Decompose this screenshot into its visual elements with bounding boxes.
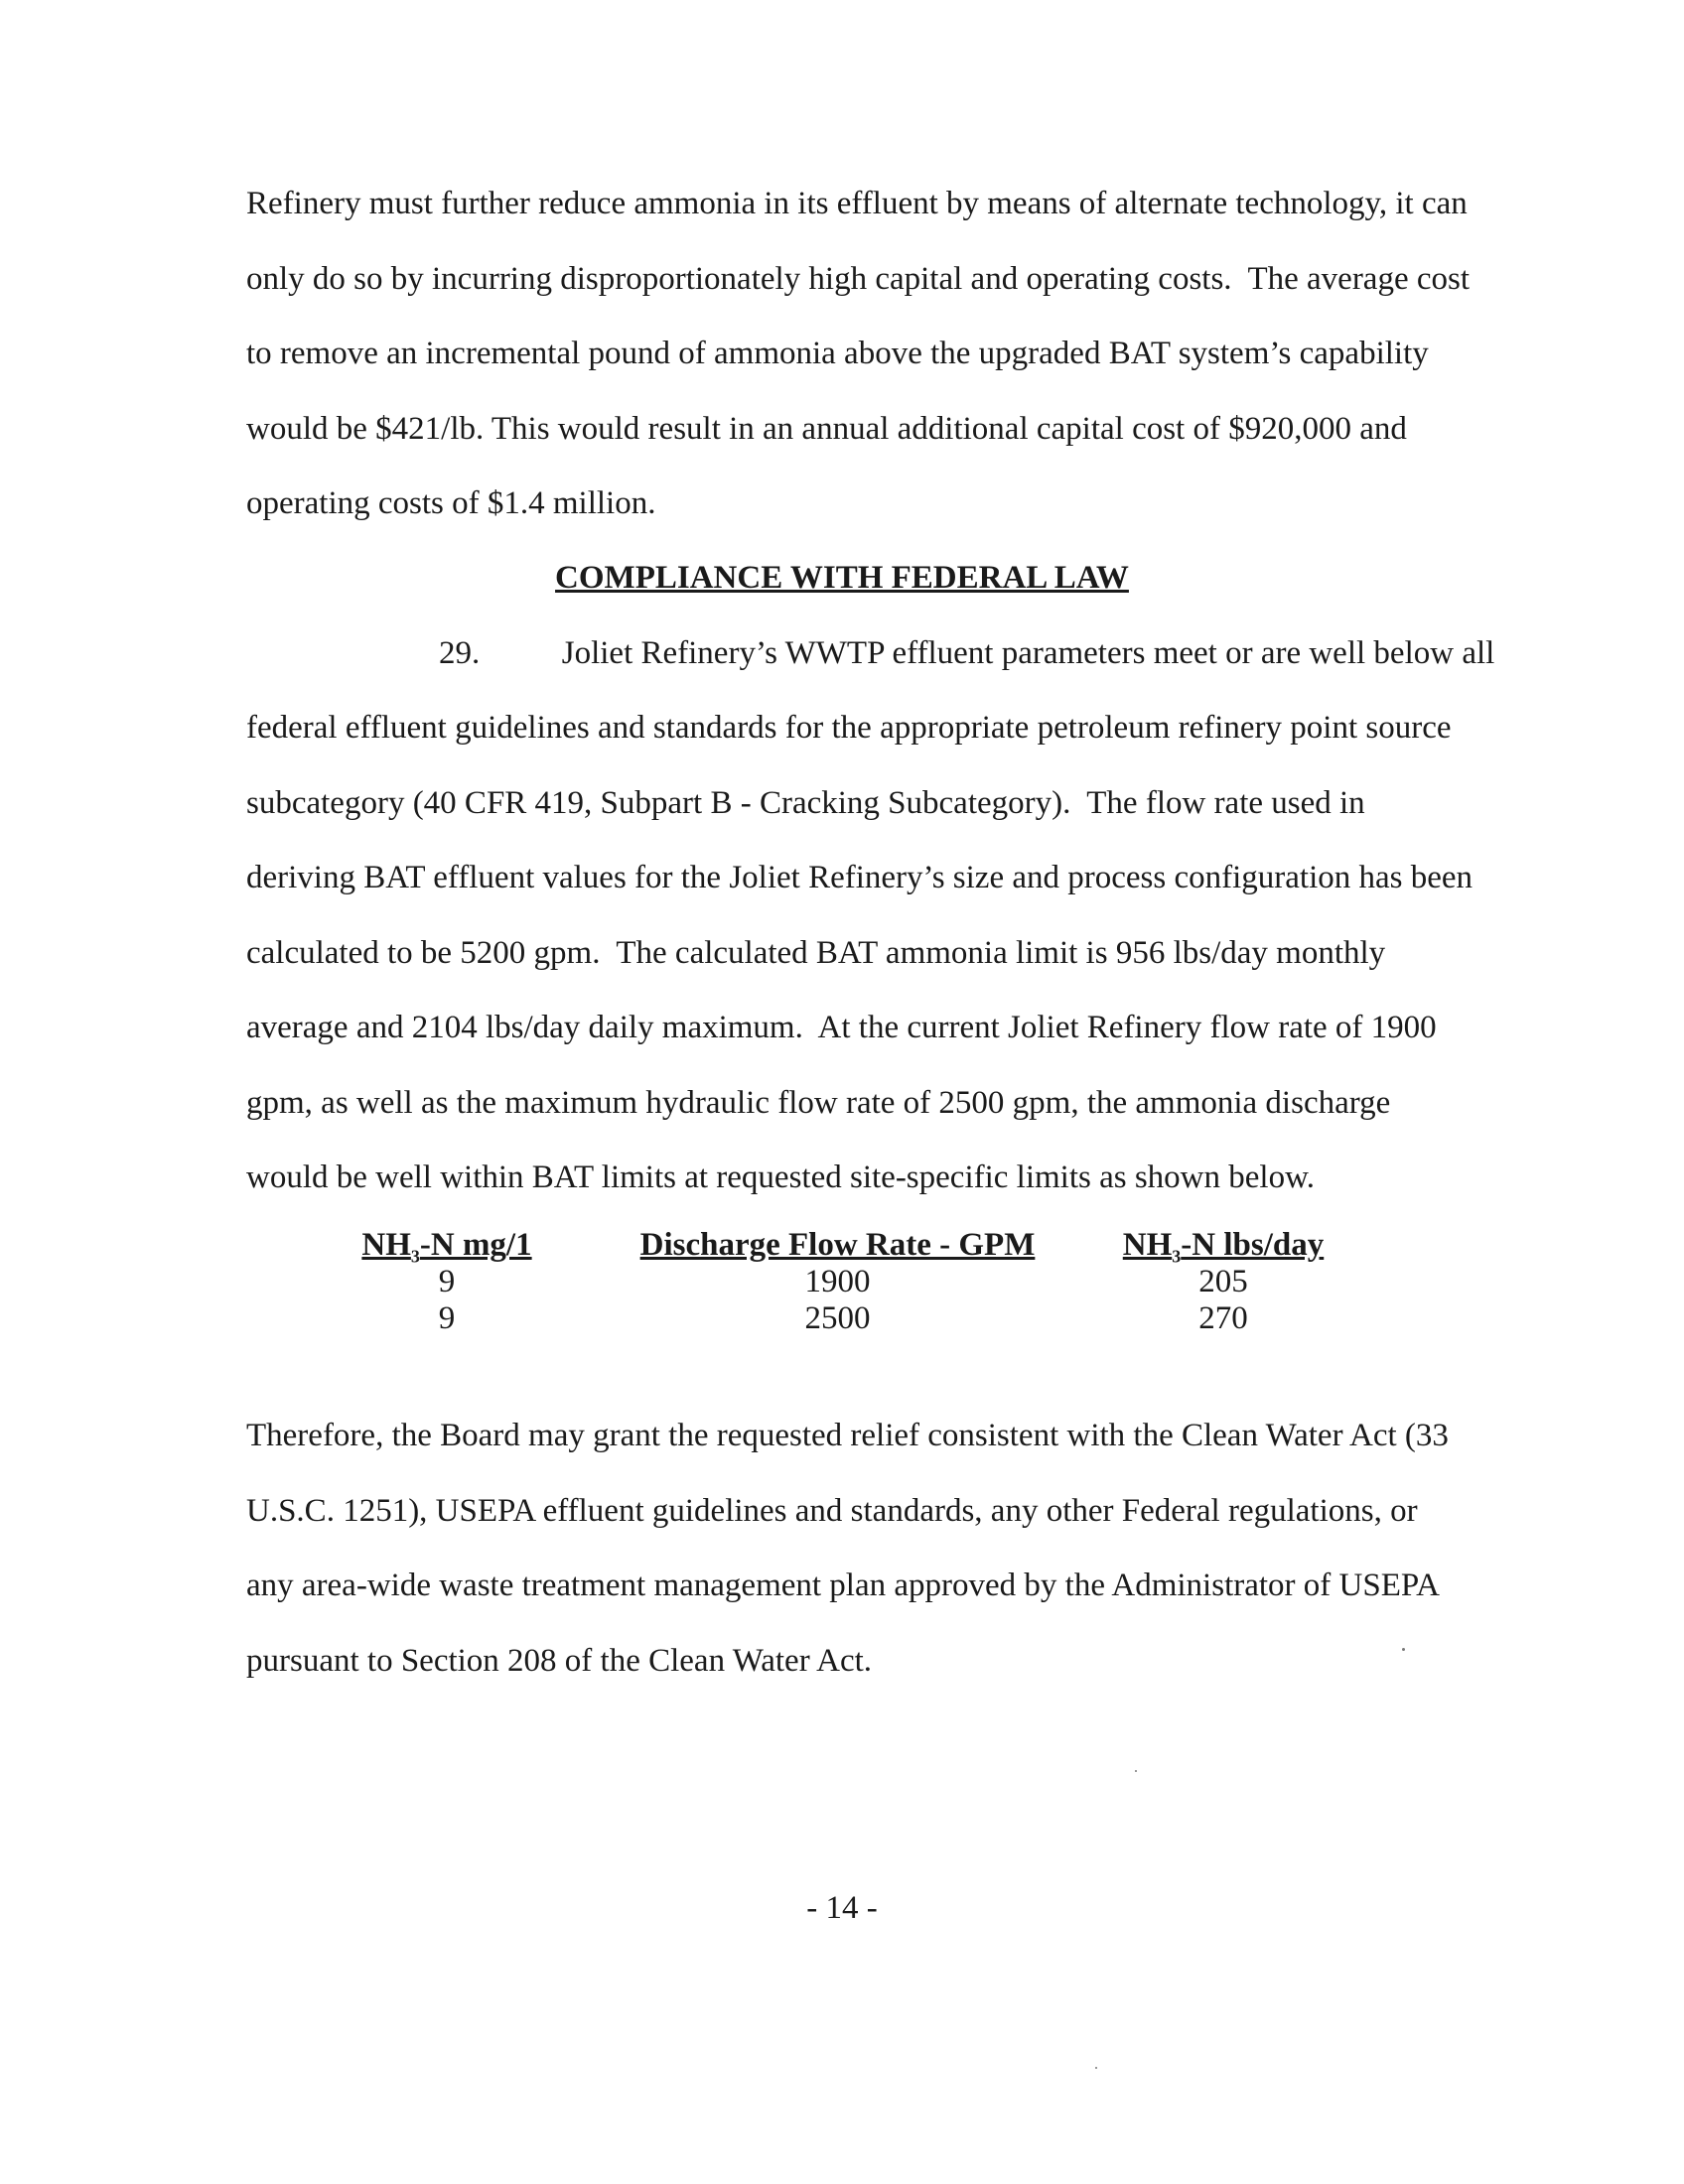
paragraph-29-line: would be well within BAT limits at requested site-specific limits as shown below.: [246, 1160, 1316, 1195]
subscript: 3: [410, 1246, 420, 1267]
table-cell-mg: 9: [438, 1300, 456, 1336]
conclusion-line: U.S.C. 1251), USEPA effluent guidelines and standards, any other Federal regulations, or: [246, 1493, 1418, 1529]
header-text: NH: [361, 1227, 411, 1263]
paragraph-29-line: average and 2104 lbs/day daily maximum. At the current Joliet Refinery flow rate of 1900: [246, 1010, 1437, 1045]
intro-line: would be $421/lb. This would result in an annual additional capital cost of $920,000 and: [246, 411, 1407, 447]
header-text: NH: [1122, 1227, 1173, 1263]
column-header-nh3-mg: [338, 1227, 556, 1267]
table-cell-lbs: 205: [1198, 1264, 1248, 1299]
scan-speck: [1402, 1648, 1405, 1651]
ammonia-discharge-table: [0, 1227, 1684, 1337]
paragraph-29-line: subcategory (40 CFR 419, Subpart B - Cracking Subcategory). The flow rate used in: [246, 785, 1365, 821]
scan-speck: [1135, 1770, 1137, 1772]
header-text: -N mg/1: [419, 1227, 532, 1263]
paragraph-29-line: deriving BAT effluent values for the Joliet Refinery’s size and process configuration has been: [246, 860, 1474, 895]
section-heading: COMPLIANCE WITH FEDERAL LAW: [555, 560, 1129, 596]
intro-line: operating costs of $1.4 million.: [246, 485, 656, 521]
page-number: - 14 -: [806, 1890, 878, 1926]
table-cell-flow: 2500: [804, 1300, 871, 1336]
subscript: 3: [1172, 1246, 1182, 1267]
paragraph-29-line: 29. Joliet Refinery’s WWTP effluent parameters meet or are well below all: [439, 635, 1495, 671]
table-cell-lbs: 270: [1198, 1300, 1248, 1336]
paragraph-29-line: calculated to be 5200 gpm. The calculated BAT ammonia limit is 956 lbs/day monthly: [246, 935, 1386, 971]
table-cell-mg: 9: [438, 1264, 456, 1299]
conclusion-line: pursuant to Section 208 of the Clean Water Act.: [246, 1643, 873, 1679]
column-header-flow-rate: Discharge Flow Rate - GPM: [639, 1227, 1036, 1263]
header-text: -N lbs/day: [1181, 1227, 1325, 1263]
table-row: [0, 1264, 1684, 1300]
table-cell-flow: 1900: [804, 1264, 871, 1299]
column-header-nh3-lbs: [1117, 1227, 1330, 1267]
intro-line: only do so by incurring disproportionately high capital and operating costs. The average cost: [246, 261, 1471, 297]
intro-line: to remove an incremental pound of ammonia above the upgraded BAT system’s capability: [246, 336, 1429, 371]
table-row: [0, 1300, 1684, 1337]
paragraph-29-line: federal effluent guidelines and standards for the appropriate petroleum refinery point source: [246, 710, 1452, 746]
intro-line: Refinery must further reduce ammonia in its effluent by means of alternate technology, it can: [246, 186, 1468, 221]
conclusion-line: Therefore, the Board may grant the requested relief consistent with the Clean Water Act (33: [246, 1418, 1449, 1453]
table-header-row: [0, 1227, 1684, 1267]
scan-speck: [1095, 2067, 1097, 2069]
conclusion-line: any area-wide waste treatment management plan approved by the Administrator of USEPA: [246, 1568, 1441, 1603]
paragraph-29-line: gpm, as well as the maximum hydraulic flow rate of 2500 gpm, the ammonia discharge: [246, 1085, 1391, 1121]
